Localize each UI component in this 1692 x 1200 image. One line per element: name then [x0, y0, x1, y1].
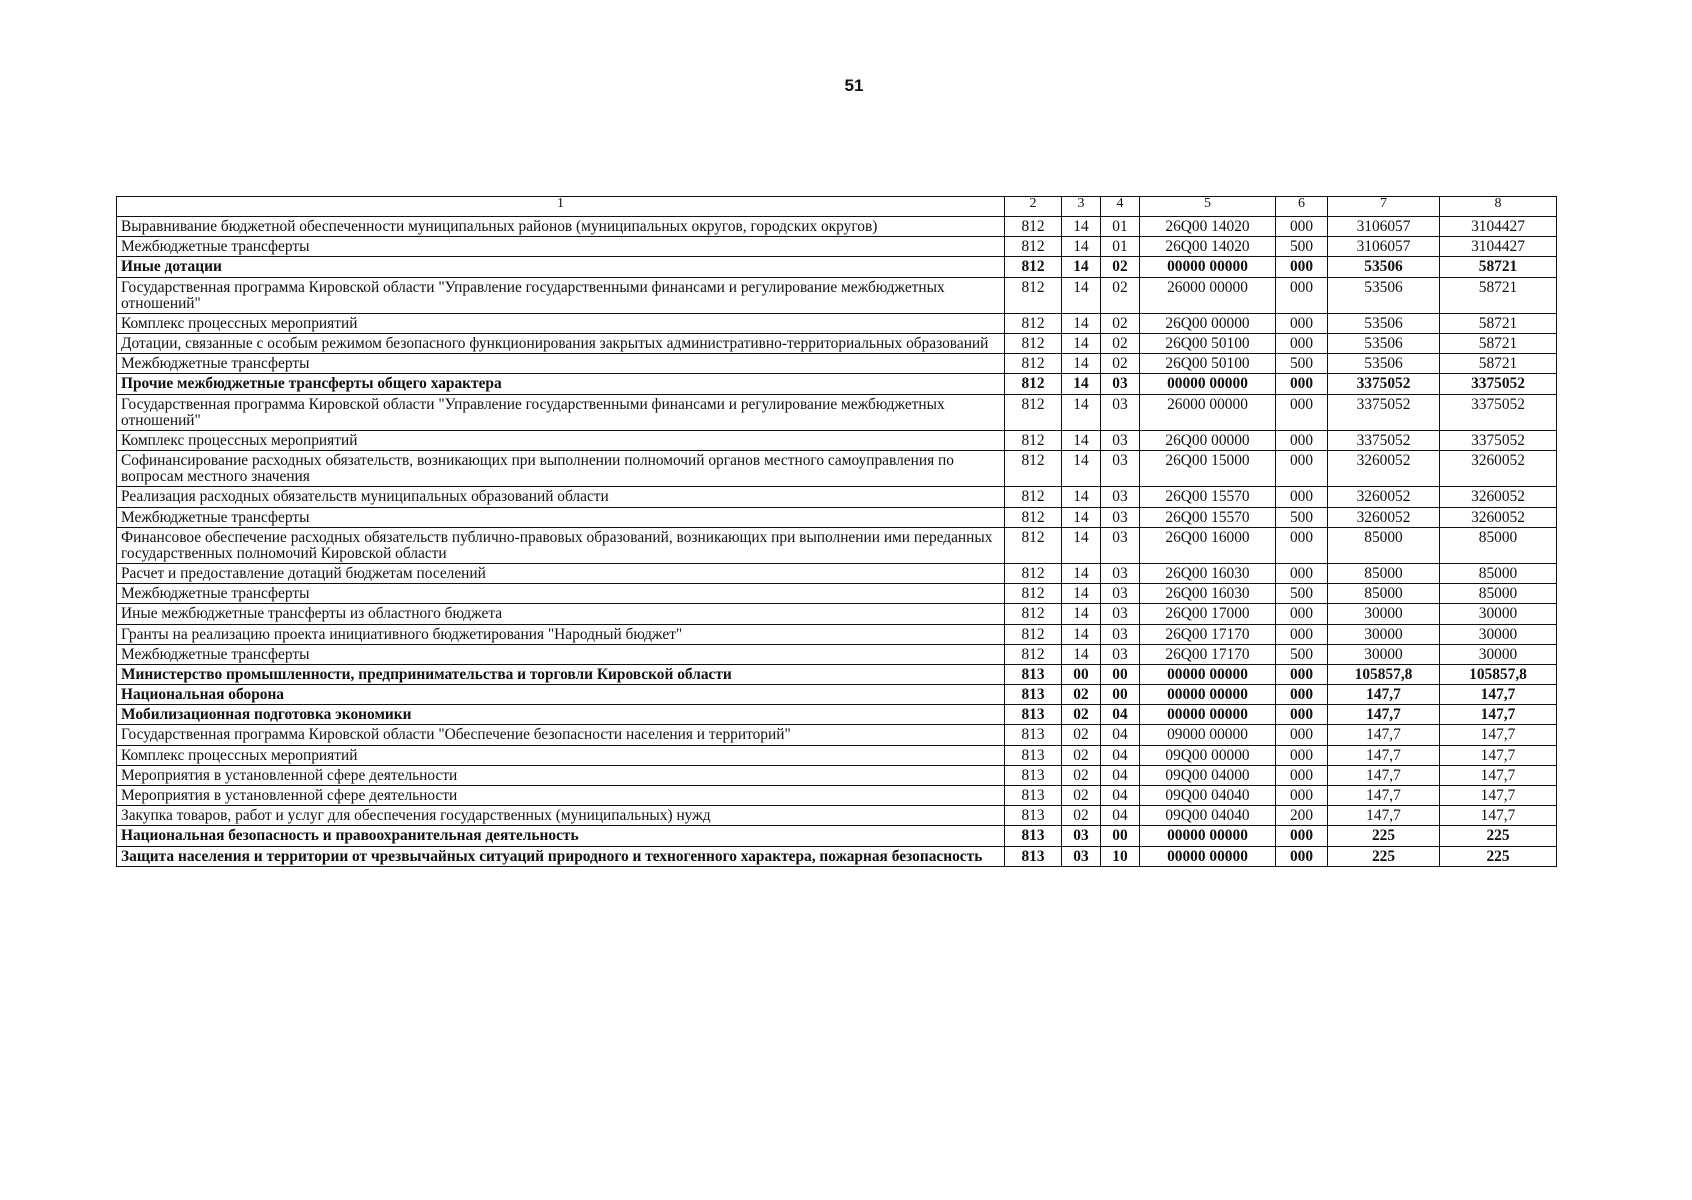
table-row	[117, 785, 1557, 805]
amount-year1-cell: 85000	[1328, 564, 1440, 584]
amount-year1-cell: 3106057	[1328, 217, 1440, 237]
row-name-cell: Гранты на реализацию проекта инициативного бюджетирования "Народный бюджет"	[117, 624, 1005, 644]
ministry-code-cell: 812	[1005, 394, 1062, 430]
ministry-code-cell: 812	[1005, 334, 1062, 354]
table-row	[117, 806, 1557, 826]
ministry-code-cell: 812	[1005, 237, 1062, 257]
target-article-cell: 26Q00 16030	[1140, 584, 1276, 604]
row-name-cell: Иные межбюджетные трансферты из областного бюджета	[117, 604, 1005, 624]
ministry-code-cell: 813	[1005, 705, 1062, 725]
section-cell: 14	[1062, 217, 1101, 237]
section-cell: 02	[1062, 685, 1101, 705]
subsection-cell: 03	[1101, 507, 1140, 527]
amount-year1-cell: 147,7	[1328, 685, 1440, 705]
subsection-cell: 03	[1101, 644, 1140, 664]
amount-year1-cell: 3375052	[1328, 394, 1440, 430]
amount-year2-cell: 85000	[1440, 584, 1557, 604]
table-row	[117, 277, 1557, 313]
target-article-cell: 00000 00000	[1140, 664, 1276, 684]
ministry-code-cell: 812	[1005, 624, 1062, 644]
table-row	[117, 237, 1557, 257]
ministry-code-cell: 812	[1005, 564, 1062, 584]
ministry-code-cell: 813	[1005, 765, 1062, 785]
target-article-cell: 00000 00000	[1140, 374, 1276, 394]
amount-year2-cell: 3104427	[1440, 217, 1557, 237]
row-name-cell: Прочие межбюджетные трансферты общего характера	[117, 374, 1005, 394]
target-article-cell: 00000 00000	[1140, 685, 1276, 705]
target-article-cell: 26Q00 16000	[1140, 527, 1276, 563]
section-cell: 14	[1062, 604, 1101, 624]
target-article-cell: 00000 00000	[1140, 257, 1276, 277]
section-cell: 02	[1062, 806, 1101, 826]
expense-type-cell: 000	[1276, 745, 1328, 765]
target-article-cell: 00000 00000	[1140, 846, 1276, 866]
ministry-code-cell: 813	[1005, 826, 1062, 846]
amount-year2-cell: 58721	[1440, 354, 1557, 374]
target-article-cell: 26Q00 17170	[1140, 624, 1276, 644]
expense-type-cell: 000	[1276, 664, 1328, 684]
expense-type-cell: 500	[1276, 354, 1328, 374]
row-name-cell: Межбюджетные трансферты	[117, 237, 1005, 257]
table-header-row	[117, 197, 1557, 217]
row-name-cell: Государственная программа Кировской области "Управление государственными финансами и регулирование межбюджетных отношений"	[117, 277, 1005, 313]
page-number: 51	[844, 76, 864, 95]
amount-year1-cell: 147,7	[1328, 806, 1440, 826]
row-name-cell: Мероприятия в установленной сфере деятельности	[117, 765, 1005, 785]
table-row	[117, 430, 1557, 450]
subsection-cell: 04	[1101, 765, 1140, 785]
amount-year2-cell: 105857,8	[1440, 664, 1557, 684]
amount-year1-cell: 3375052	[1328, 374, 1440, 394]
ministry-code-cell: 812	[1005, 277, 1062, 313]
section-cell: 14	[1062, 644, 1101, 664]
expense-type-cell: 500	[1276, 237, 1328, 257]
subsection-cell: 03	[1101, 394, 1140, 430]
header-cell: 3	[1062, 197, 1101, 217]
table-row	[117, 725, 1557, 745]
target-article-cell: 26Q00 14020	[1140, 237, 1276, 257]
expense-type-cell: 000	[1276, 277, 1328, 313]
row-name-cell: Межбюджетные трансферты	[117, 354, 1005, 374]
amount-year1-cell: 3260052	[1328, 451, 1440, 487]
row-name-cell: Мобилизационная подготовка экономики	[117, 705, 1005, 725]
section-cell: 02	[1062, 765, 1101, 785]
amount-year2-cell: 147,7	[1440, 806, 1557, 826]
section-cell: 14	[1062, 430, 1101, 450]
expense-type-cell: 500	[1276, 584, 1328, 604]
subsection-cell: 03	[1101, 487, 1140, 507]
section-cell: 14	[1062, 237, 1101, 257]
expense-type-cell: 000	[1276, 527, 1328, 563]
subsection-cell: 00	[1101, 685, 1140, 705]
target-article-cell: 26Q00 00000	[1140, 430, 1276, 450]
subsection-cell: 01	[1101, 217, 1140, 237]
subsection-cell: 04	[1101, 705, 1140, 725]
row-name-cell: Реализация расходных обязательств муниципальных образований области	[117, 487, 1005, 507]
section-cell: 14	[1062, 334, 1101, 354]
amount-year1-cell: 147,7	[1328, 705, 1440, 725]
expense-type-cell: 000	[1276, 846, 1328, 866]
ministry-code-cell: 812	[1005, 604, 1062, 624]
section-cell: 14	[1062, 394, 1101, 430]
amount-year2-cell: 147,7	[1440, 745, 1557, 765]
target-article-cell: 26Q00 15570	[1140, 487, 1276, 507]
amount-year1-cell: 147,7	[1328, 745, 1440, 765]
header-cell: 8	[1440, 197, 1557, 217]
ministry-code-cell: 812	[1005, 217, 1062, 237]
table-row	[117, 564, 1557, 584]
section-cell: 03	[1062, 846, 1101, 866]
expense-type-cell: 000	[1276, 313, 1328, 333]
target-article-cell: 26Q00 50100	[1140, 334, 1276, 354]
section-cell: 14	[1062, 451, 1101, 487]
amount-year1-cell: 147,7	[1328, 725, 1440, 745]
ministry-code-cell: 812	[1005, 430, 1062, 450]
expense-type-cell: 000	[1276, 451, 1328, 487]
amount-year2-cell: 3260052	[1440, 451, 1557, 487]
amount-year1-cell: 30000	[1328, 624, 1440, 644]
row-name-cell: Финансовое обеспечение расходных обязательств публично-правовых образований, возникающих при выполнении ими переданных государственных полномочий Кировской области	[117, 527, 1005, 563]
subsection-cell: 00	[1101, 826, 1140, 846]
subsection-cell: 02	[1101, 313, 1140, 333]
amount-year2-cell: 3375052	[1440, 430, 1557, 450]
expense-type-cell: 000	[1276, 430, 1328, 450]
row-name-cell: Межбюджетные трансферты	[117, 507, 1005, 527]
amount-year2-cell: 58721	[1440, 313, 1557, 333]
ministry-code-cell: 813	[1005, 785, 1062, 805]
section-cell: 02	[1062, 725, 1101, 745]
subsection-cell: 02	[1101, 277, 1140, 313]
subsection-cell: 04	[1101, 725, 1140, 745]
row-name-cell: Закупка товаров, работ и услуг для обеспечения государственных (муниципальных) нужд	[117, 806, 1005, 826]
target-article-cell: 26Q00 00000	[1140, 313, 1276, 333]
target-article-cell: 26Q00 50100	[1140, 354, 1276, 374]
header-cell: 6	[1276, 197, 1328, 217]
expense-type-cell: 000	[1276, 785, 1328, 805]
header-cell: 4	[1101, 197, 1140, 217]
amount-year2-cell: 225	[1440, 846, 1557, 866]
ministry-code-cell: 812	[1005, 507, 1062, 527]
amount-year2-cell: 147,7	[1440, 725, 1557, 745]
row-name-cell: Министерство промышленности, предпринимательства и торговли Кировской области	[117, 664, 1005, 684]
section-cell: 14	[1062, 257, 1101, 277]
section-cell: 02	[1062, 705, 1101, 725]
target-article-cell: 26Q00 17000	[1140, 604, 1276, 624]
amount-year1-cell: 53506	[1328, 334, 1440, 354]
table-row	[117, 705, 1557, 725]
target-article-cell: 26Q00 15000	[1140, 451, 1276, 487]
table-row	[117, 507, 1557, 527]
expense-type-cell: 000	[1276, 374, 1328, 394]
section-cell: 00	[1062, 664, 1101, 684]
table-row	[117, 257, 1557, 277]
target-article-cell: 09Q00 04040	[1140, 806, 1276, 826]
target-article-cell: 26Q00 17170	[1140, 644, 1276, 664]
amount-year2-cell: 225	[1440, 826, 1557, 846]
subsection-cell: 04	[1101, 806, 1140, 826]
header-cell: 2	[1005, 197, 1062, 217]
amount-year1-cell: 30000	[1328, 604, 1440, 624]
ministry-code-cell: 813	[1005, 846, 1062, 866]
subsection-cell: 03	[1101, 374, 1140, 394]
ministry-code-cell: 812	[1005, 257, 1062, 277]
amount-year2-cell: 147,7	[1440, 685, 1557, 705]
section-cell: 14	[1062, 374, 1101, 394]
section-cell: 14	[1062, 487, 1101, 507]
expense-type-cell: 000	[1276, 685, 1328, 705]
ministry-code-cell: 812	[1005, 354, 1062, 374]
header-cell: 7	[1328, 197, 1440, 217]
amount-year2-cell: 147,7	[1440, 785, 1557, 805]
row-name-cell: Иные дотации	[117, 257, 1005, 277]
ministry-code-cell: 812	[1005, 451, 1062, 487]
subsection-cell: 03	[1101, 604, 1140, 624]
amount-year1-cell: 3106057	[1328, 237, 1440, 257]
target-article-cell: 26Q00 16030	[1140, 564, 1276, 584]
amount-year1-cell: 53506	[1328, 277, 1440, 313]
subsection-cell: 01	[1101, 237, 1140, 257]
ministry-code-cell: 813	[1005, 725, 1062, 745]
amount-year1-cell: 53506	[1328, 354, 1440, 374]
section-cell: 02	[1062, 745, 1101, 765]
subsection-cell: 04	[1101, 785, 1140, 805]
ministry-code-cell: 812	[1005, 374, 1062, 394]
amount-year2-cell: 147,7	[1440, 765, 1557, 785]
subsection-cell: 03	[1101, 430, 1140, 450]
section-cell: 02	[1062, 785, 1101, 805]
amount-year1-cell: 85000	[1328, 584, 1440, 604]
table-row	[117, 624, 1557, 644]
amount-year1-cell: 147,7	[1328, 765, 1440, 785]
table-row	[117, 374, 1557, 394]
expense-type-cell: 500	[1276, 644, 1328, 664]
table-row	[117, 644, 1557, 664]
amount-year2-cell: 58721	[1440, 257, 1557, 277]
section-cell: 14	[1062, 564, 1101, 584]
table-row	[117, 584, 1557, 604]
table-row	[117, 826, 1557, 846]
amount-year2-cell: 147,7	[1440, 705, 1557, 725]
amount-year1-cell: 147,7	[1328, 785, 1440, 805]
row-name-cell: Государственная программа Кировской области "Управление государственными финансами и регулирование межбюджетных отношений"	[117, 394, 1005, 430]
expense-type-cell: 000	[1276, 826, 1328, 846]
ministry-code-cell: 812	[1005, 313, 1062, 333]
header-cell: 5	[1140, 197, 1276, 217]
target-article-cell: 26Q00 15570	[1140, 507, 1276, 527]
table-row	[117, 354, 1557, 374]
amount-year1-cell: 3375052	[1328, 430, 1440, 450]
subsection-cell: 03	[1101, 624, 1140, 644]
section-cell: 14	[1062, 313, 1101, 333]
amount-year1-cell: 105857,8	[1328, 664, 1440, 684]
target-article-cell: 09Q00 04000	[1140, 765, 1276, 785]
table-row	[117, 313, 1557, 333]
row-name-cell: Межбюджетные трансферты	[117, 644, 1005, 664]
target-article-cell: 00000 00000	[1140, 826, 1276, 846]
ministry-code-cell: 812	[1005, 644, 1062, 664]
subsection-cell: 02	[1101, 334, 1140, 354]
table-row	[117, 765, 1557, 785]
expense-type-cell: 000	[1276, 705, 1328, 725]
target-article-cell: 26000 00000	[1140, 394, 1276, 430]
amount-year1-cell: 225	[1328, 846, 1440, 866]
amount-year2-cell: 3260052	[1440, 507, 1557, 527]
subsection-cell: 03	[1101, 527, 1140, 563]
subsection-cell: 03	[1101, 584, 1140, 604]
row-name-cell: Выравнивание бюджетной обеспеченности муниципальных районов (муниципальных округов, городских округов)	[117, 217, 1005, 237]
amount-year1-cell: 85000	[1328, 527, 1440, 563]
row-name-cell: Комплекс процессных мероприятий	[117, 430, 1005, 450]
row-name-cell: Софинансирование расходных обязательств, возникающих при выполнении полномочий органов местного самоуправления по вопросам местного значения	[117, 451, 1005, 487]
amount-year2-cell: 30000	[1440, 644, 1557, 664]
subsection-cell: 00	[1101, 664, 1140, 684]
section-cell: 14	[1062, 624, 1101, 644]
table-row	[117, 846, 1557, 866]
row-name-cell: Комплекс процессных мероприятий	[117, 745, 1005, 765]
target-article-cell: 26000 00000	[1140, 277, 1276, 313]
section-cell: 03	[1062, 826, 1101, 846]
amount-year1-cell: 30000	[1328, 644, 1440, 664]
table-row	[117, 527, 1557, 563]
ministry-code-cell: 813	[1005, 806, 1062, 826]
table-row	[117, 685, 1557, 705]
table-row	[117, 451, 1557, 487]
subsection-cell: 02	[1101, 257, 1140, 277]
amount-year2-cell: 30000	[1440, 604, 1557, 624]
ministry-code-cell: 812	[1005, 527, 1062, 563]
target-article-cell: 00000 00000	[1140, 705, 1276, 725]
expense-type-cell: 000	[1276, 334, 1328, 354]
expense-type-cell: 200	[1276, 806, 1328, 826]
section-cell: 14	[1062, 354, 1101, 374]
amount-year2-cell: 85000	[1440, 527, 1557, 563]
amount-year2-cell: 58721	[1440, 277, 1557, 313]
amount-year2-cell: 85000	[1440, 564, 1557, 584]
ministry-code-cell: 813	[1005, 664, 1062, 684]
expense-type-cell: 000	[1276, 725, 1328, 745]
expense-type-cell: 500	[1276, 507, 1328, 527]
section-cell: 14	[1062, 527, 1101, 563]
expense-type-cell: 000	[1276, 624, 1328, 644]
section-cell: 14	[1062, 277, 1101, 313]
ministry-code-cell: 812	[1005, 487, 1062, 507]
amount-year2-cell: 30000	[1440, 624, 1557, 644]
table-row	[117, 334, 1557, 354]
ministry-code-cell: 813	[1005, 685, 1062, 705]
row-name-cell: Расчет и предоставление дотаций бюджетам поселений	[117, 564, 1005, 584]
row-name-cell: Защита населения и территории от чрезвычайных ситуаций природного и техногенного характера, пожарная безопасность	[117, 846, 1005, 866]
header-cell: 1	[117, 197, 1005, 217]
subsection-cell: 10	[1101, 846, 1140, 866]
table-row	[117, 217, 1557, 237]
amount-year2-cell: 3375052	[1440, 394, 1557, 430]
target-article-cell: 09Q00 00000	[1140, 745, 1276, 765]
row-name-cell: Мероприятия в установленной сфере деятельности	[117, 785, 1005, 805]
table-row	[117, 394, 1557, 430]
amount-year1-cell: 225	[1328, 826, 1440, 846]
amount-year1-cell: 3260052	[1328, 507, 1440, 527]
row-name-cell: Государственная программа Кировской области "Обеспечение безопасности населения и территорий"	[117, 725, 1005, 745]
table-row	[117, 487, 1557, 507]
amount-year1-cell: 53506	[1328, 257, 1440, 277]
subsection-cell: 04	[1101, 745, 1140, 765]
target-article-cell: 26Q00 14020	[1140, 217, 1276, 237]
table-row	[117, 604, 1557, 624]
amount-year1-cell: 3260052	[1328, 487, 1440, 507]
row-name-cell: Дотации, связанные с особым режимом безопасного функционирования закрытых административно-территориальных образований	[117, 334, 1005, 354]
amount-year2-cell: 3375052	[1440, 374, 1557, 394]
expense-type-cell: 000	[1276, 394, 1328, 430]
amount-year2-cell: 58721	[1440, 334, 1557, 354]
row-name-cell: Комплекс процессных мероприятий	[117, 313, 1005, 333]
section-cell: 14	[1062, 584, 1101, 604]
subsection-cell: 02	[1101, 354, 1140, 374]
expense-type-cell: 000	[1276, 604, 1328, 624]
table-row	[117, 664, 1557, 684]
expense-type-cell: 000	[1276, 765, 1328, 785]
row-name-cell: Межбюджетные трансферты	[117, 584, 1005, 604]
amount-year2-cell: 3104427	[1440, 237, 1557, 257]
expense-type-cell: 000	[1276, 217, 1328, 237]
amount-year1-cell: 53506	[1328, 313, 1440, 333]
row-name-cell: Национальная безопасность и правоохранительная деятельность	[117, 826, 1005, 846]
expense-type-cell: 000	[1276, 487, 1328, 507]
ministry-code-cell: 812	[1005, 584, 1062, 604]
expense-type-cell: 000	[1276, 564, 1328, 584]
budget-table	[116, 196, 1557, 867]
target-article-cell: 09000 00000	[1140, 725, 1276, 745]
subsection-cell: 03	[1101, 564, 1140, 584]
row-name-cell: Национальная оборона	[117, 685, 1005, 705]
section-cell: 14	[1062, 507, 1101, 527]
expense-type-cell: 000	[1276, 257, 1328, 277]
table-row	[117, 745, 1557, 765]
subsection-cell: 03	[1101, 451, 1140, 487]
target-article-cell: 09Q00 04040	[1140, 785, 1276, 805]
ministry-code-cell: 813	[1005, 745, 1062, 765]
amount-year2-cell: 3260052	[1440, 487, 1557, 507]
